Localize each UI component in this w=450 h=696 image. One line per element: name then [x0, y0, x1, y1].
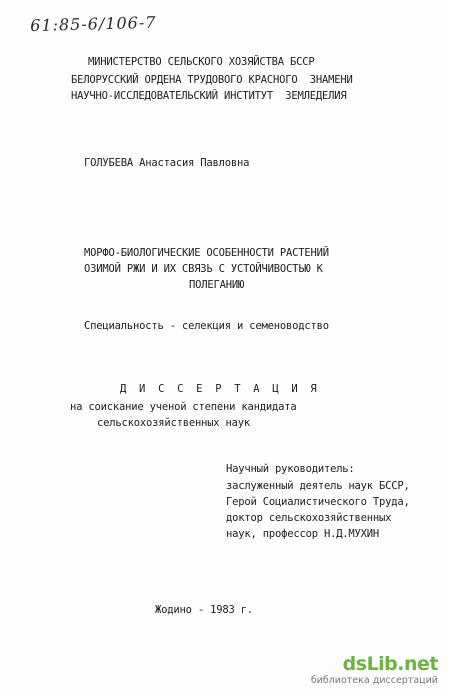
institute-line-2: НАУЧНО-ИССЛЕДОВАТЕЛЬСКИЙ ИНСТИТУТ ЗЕМЛЕДЕЛИЯ	[71, 90, 347, 102]
ministry-line: МИНИСТЕРСТВО СЕЛЬСКОГО ХОЗЯЙСТВА БССР	[88, 56, 315, 68]
place-year: Жодино - 1983 г.	[155, 604, 253, 616]
advisor-line-3: Герой Социалистического Труда,	[226, 496, 410, 508]
advisor-line-5: наук, профессор Н.Д.МУХИН	[226, 528, 380, 540]
dissertation-line-1: на соискание ученой степени кандидата	[70, 401, 297, 413]
watermark-logo[interactable]: dsLib.net	[342, 653, 438, 675]
watermark[interactable]	[310, 653, 438, 688]
dissertation-heading: Д И С С Е Р Т А Ц И Я	[120, 383, 320, 395]
dissertation-line-2: сельскохозяйственных наук	[97, 417, 251, 429]
advisor-line-2: заслуженный деятель наук БССР,	[226, 480, 410, 492]
archive-number: 61:85-6/106-7	[30, 12, 157, 35]
author-name: ГОЛУБЕВА Анастасия Павловна	[84, 157, 250, 169]
institute-line-1: БЕЛОРУССКИЙ ОРДЕНА ТРУДОВОГО КРАСНОГО ЗНАМЕНИ	[71, 74, 353, 86]
advisor-label: Научный руководитель:	[226, 463, 355, 475]
title-line-2: ОЗИМОЙ РЖИ И ИХ СВЯЗЬ С УСТОЙЧИВОСТЬЮ К	[84, 263, 323, 275]
title-line-3: ПОЛЕГАНИЮ	[189, 279, 245, 291]
watermark-caption: библиотека диссертаций	[310, 675, 438, 686]
advisor-line-4: доктор сельскохозяйственных	[226, 512, 392, 524]
title-line-1: МОРФО-БИОЛОГИЧЕСКИЕ ОСОБЕННОСТИ РАСТЕНИЙ	[84, 247, 329, 259]
specialty-line: Специальность - селекция и семеноводство	[84, 320, 329, 332]
